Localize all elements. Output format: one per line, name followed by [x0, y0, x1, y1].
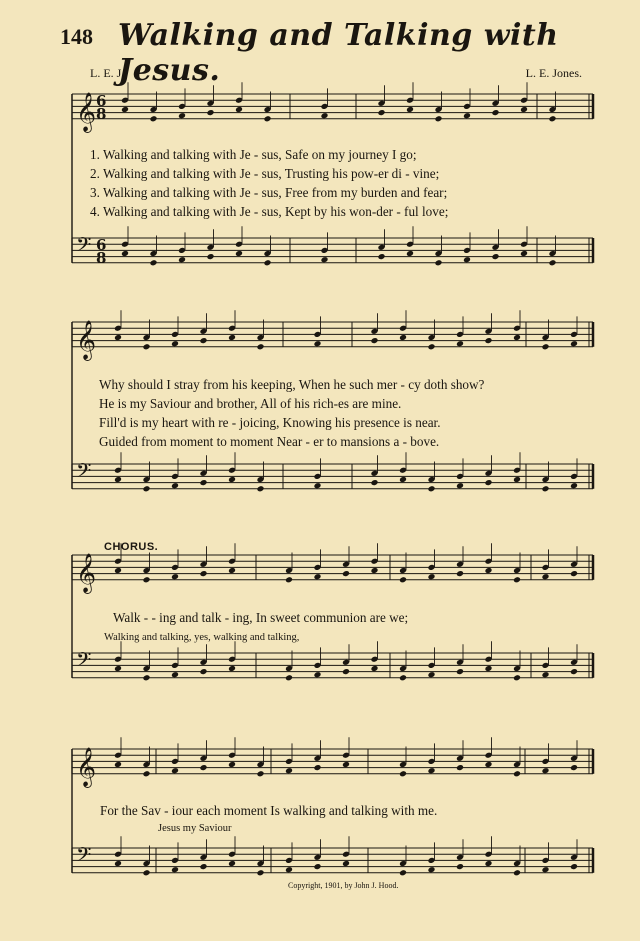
note-head	[513, 770, 521, 777]
bass-clef-icon: 𝄢	[76, 233, 92, 261]
time-signature-top: 6	[96, 92, 107, 110]
note-head	[114, 860, 122, 867]
note-head	[520, 250, 528, 257]
note-head	[143, 674, 151, 681]
note-head	[228, 334, 236, 341]
page-number: 148	[60, 24, 93, 49]
note-head	[314, 482, 322, 489]
note-head	[200, 668, 208, 675]
note-head	[200, 479, 208, 486]
note-head	[542, 671, 550, 678]
note-head	[114, 567, 122, 574]
note-head	[513, 476, 521, 483]
note-head	[513, 869, 521, 876]
note-head	[485, 337, 493, 344]
note-head	[463, 112, 471, 119]
note-head	[314, 671, 322, 678]
note-head	[463, 256, 471, 263]
note-head	[399, 869, 407, 876]
note-head	[143, 576, 151, 583]
note-head	[171, 340, 179, 347]
chorus-line-1: Walk - - ing and talk - ing, In sweet communion are we;	[113, 610, 409, 625]
note-head	[114, 665, 122, 672]
treble-clef-icon: 𝄞	[76, 319, 97, 360]
note-head	[485, 860, 493, 867]
note-head	[342, 860, 350, 867]
note-head	[228, 860, 236, 867]
verse-1-line-1: 1. Walking and talking with Je - sus, Safe on my journey I go;	[90, 147, 417, 162]
note-head	[570, 668, 578, 675]
bass-clef-icon: 𝄢	[76, 648, 92, 676]
verse-1-line-2: Why should I stray from his keeping, When he such mer - cy doth show?	[99, 377, 485, 392]
note-head	[513, 334, 521, 341]
note-head	[456, 482, 464, 489]
note-head	[513, 576, 521, 583]
verse-3-line-1: 3. Walking and talking with Je - sus, Free from my burden and fear;	[90, 185, 448, 200]
note-head	[171, 671, 179, 678]
note-head	[143, 343, 151, 350]
note-head	[378, 109, 386, 116]
note-head	[257, 770, 265, 777]
note-head	[428, 343, 436, 350]
chorus-line-2: For the Sav - iour each moment Is walking and talking with me.	[100, 803, 438, 818]
note-head	[492, 109, 500, 116]
treble-clef-icon: 𝄞	[76, 746, 97, 787]
note-head	[121, 250, 129, 257]
note-head	[542, 767, 550, 774]
note-head	[456, 340, 464, 347]
note-head	[485, 479, 493, 486]
note-head	[520, 106, 528, 113]
note-head	[435, 115, 443, 122]
note-head	[428, 767, 436, 774]
note-head	[485, 665, 493, 672]
note-head	[314, 764, 322, 771]
note-head	[428, 573, 436, 580]
note-head	[570, 340, 578, 347]
note-head	[228, 567, 236, 574]
note-head	[406, 106, 414, 113]
note-head	[435, 259, 443, 266]
treble-clef-icon: 𝄞	[76, 552, 97, 593]
note-head	[178, 112, 186, 119]
note-head	[542, 343, 550, 350]
note-head	[570, 863, 578, 870]
note-head	[285, 674, 293, 681]
note-head	[235, 250, 243, 257]
note-head	[456, 863, 464, 870]
note-head	[371, 567, 379, 574]
note-head	[200, 764, 208, 771]
note-head	[257, 869, 265, 876]
copyright-notice: Copyright, 1901, by John J. Hood.	[288, 881, 399, 890]
note-head	[143, 770, 151, 777]
note-head	[314, 340, 322, 347]
note-head	[513, 674, 521, 681]
note-head	[371, 479, 379, 486]
note-head	[456, 570, 464, 577]
note-head	[542, 485, 550, 492]
verse-4-line-1: 4. Walking and talking with Je - sus, Kept by his won-der - ful love;	[90, 204, 449, 219]
note-head	[228, 665, 236, 672]
bass-clef-icon: 𝄢	[76, 843, 92, 871]
treble-clef-icon: 𝄞	[76, 91, 97, 132]
chorus-line-1-bass: Walking and talking, yes, walking and talking,	[104, 632, 300, 643]
note-head	[171, 767, 179, 774]
note-head	[150, 259, 158, 266]
note-head	[428, 671, 436, 678]
note-head	[150, 115, 158, 122]
note-head	[399, 334, 407, 341]
note-head	[492, 253, 500, 260]
note-head	[207, 109, 215, 116]
note-head	[114, 761, 122, 768]
note-head	[257, 343, 265, 350]
note-head	[485, 761, 493, 768]
note-head	[143, 869, 151, 876]
time-signature-top: 6	[96, 236, 107, 254]
note-head	[399, 770, 407, 777]
chorus-label: CHORUS.	[104, 541, 159, 553]
note-head	[399, 674, 407, 681]
verse-3-line-2: Fill'd is my heart with re - joicing, Knowing his presence is near.	[99, 415, 441, 430]
verse-4-line-2: Guided from moment to moment Near - er to mansions a - bove.	[99, 434, 440, 449]
bass-clef-icon: 𝄢	[76, 459, 92, 487]
note-head	[285, 866, 293, 873]
note-head	[342, 668, 350, 675]
note-head	[542, 573, 550, 580]
note-head	[428, 866, 436, 873]
note-head	[314, 573, 322, 580]
note-head	[257, 485, 265, 492]
note-head	[406, 250, 414, 257]
note-head	[200, 570, 208, 577]
note-head	[143, 485, 151, 492]
note-head	[570, 570, 578, 577]
time-signature-bottom: 8	[96, 105, 107, 123]
note-head	[456, 668, 464, 675]
note-head	[121, 106, 129, 113]
note-head	[171, 573, 179, 580]
time-signature-bottom: 8	[96, 249, 107, 267]
note-head	[342, 761, 350, 768]
note-head	[178, 256, 186, 263]
verse-2-line-1: 2. Walking and talking with Je - sus, Trusting his pow-er di - vine;	[90, 166, 440, 181]
note-head	[542, 866, 550, 873]
note-head	[171, 866, 179, 873]
composer-credit: L. E. Jones.	[525, 66, 582, 80]
note-head	[456, 764, 464, 771]
note-head	[228, 476, 236, 483]
note-head	[114, 334, 122, 341]
note-head	[485, 567, 493, 574]
note-head	[428, 485, 436, 492]
note-head	[321, 112, 329, 119]
chorus-line-2-bass: Jesus my Saviour	[158, 823, 232, 834]
note-head	[549, 115, 557, 122]
note-head	[264, 259, 272, 266]
hymn-title: Walking and Talking with Jesus.	[118, 18, 559, 88]
note-head	[371, 665, 379, 672]
note-head	[228, 761, 236, 768]
note-head	[570, 482, 578, 489]
lyricist-credit: L. E. J.	[90, 66, 125, 80]
note-head	[235, 106, 243, 113]
note-head	[314, 863, 322, 870]
note-head	[207, 253, 215, 260]
note-head	[570, 764, 578, 771]
note-head	[378, 253, 386, 260]
note-head	[321, 256, 329, 263]
note-head	[171, 482, 179, 489]
note-head	[114, 476, 122, 483]
note-head	[371, 337, 379, 344]
note-head	[200, 337, 208, 344]
note-head	[342, 570, 350, 577]
note-head	[200, 863, 208, 870]
note-head	[285, 767, 293, 774]
verse-2-line-2: He is my Saviour and brother, All of his rich-es are mine.	[99, 396, 402, 411]
note-head	[399, 576, 407, 583]
note-head	[549, 259, 557, 266]
note-head	[285, 576, 293, 583]
note-head	[264, 115, 272, 122]
note-head	[399, 476, 407, 483]
